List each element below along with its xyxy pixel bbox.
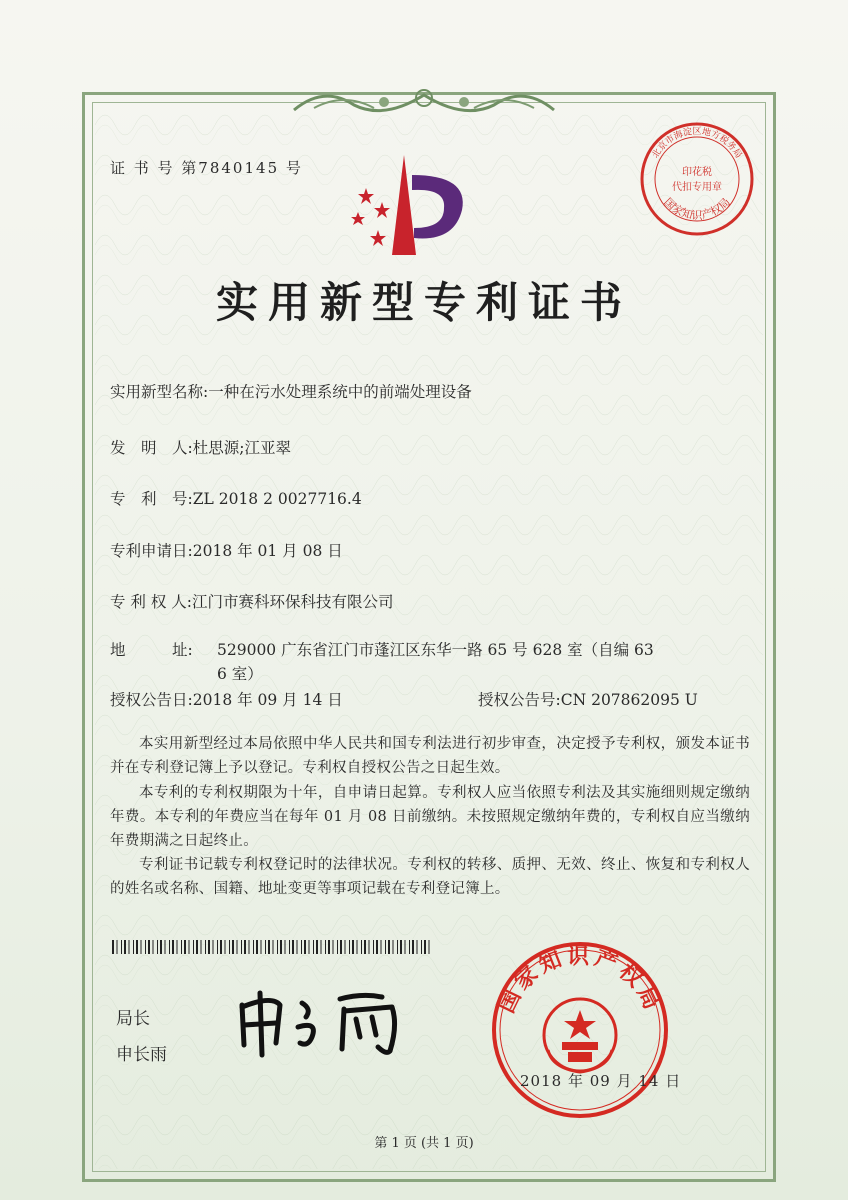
patentee-label: 专 利 权 人: (110, 593, 193, 611)
handwritten-signature (232, 985, 422, 1065)
patent-number-label: 专 利 号: (110, 490, 193, 508)
announce-date-label: 授权公告日: (110, 691, 193, 709)
announce-number-row (478, 688, 698, 712)
seal-top-ring-text: 北京市海淀区地方税务局 (650, 127, 744, 161)
announce-date-value: 2018 年 09 月 14 日 (192, 691, 343, 709)
filing-date-value: 2018 年 01 月 08 日 (192, 542, 343, 560)
seal-top-bottom-text: 国家知识产权局 (661, 195, 733, 222)
svg-text:北京市海淀区地方税务局 (649, 125, 744, 160)
page-footer: 第 1 页 (共 1 页) (374, 1136, 474, 1151)
certificate-number: 证 书 号 第7840145 号 (110, 159, 303, 177)
seal-big-text: 国家知识产权局 (494, 944, 666, 1018)
page-title: 实用新型专利证书 (215, 278, 632, 327)
announce-number-value: CN 207862095 U (560, 691, 698, 709)
cnipa-official-seal (490, 940, 670, 1120)
address-value: 529000 广东省江门市蓬江区东华一路 65 号 628 室（自编 63 6 室） (217, 641, 654, 683)
inventor-value: 杜思源;江亚翠 (192, 439, 291, 457)
utility-model-name-row (110, 380, 472, 404)
seal-date: 2018 年 09 月 14 日 (520, 1072, 682, 1090)
announce-number-label: 授权公告号: (478, 691, 561, 709)
announce-date-row (110, 688, 343, 712)
patentee-value: 江门市赛科环保科技有限公司 (192, 593, 394, 611)
tax-stamp-seal (638, 120, 756, 238)
body-paragraph-1: 本实用新型经过本局依照中华人民共和国专利法进行初步审查，决定授予专利权，颁发本证书并在专利登记簿上予以登记。专利权自授权公告之日起生效。 (110, 736, 750, 776)
utility-model-name-value: 一种在污水处理系统中的前端处理设备 (208, 383, 472, 401)
cnipa-logo-icon (344, 150, 474, 260)
patent-number-value: ZL 2018 2 0027716.4 (192, 490, 362, 508)
address-label: 地 址: (110, 641, 193, 659)
patentee-row (110, 590, 394, 614)
svg-text:国家知识产权局 (661, 196, 732, 222)
filing-date-row (110, 539, 343, 563)
body-paragraph-3: 专利证书记载专利权登记时的法律状况。专利权的转移、质押、无效、终止、恢复和专利权人的姓名或名称、国籍、地址变更等事项记载在专利登记簿上。 (110, 857, 750, 897)
director-title: 局长 (116, 1009, 150, 1029)
seal-top-center-1: 印花税 (682, 167, 712, 178)
patent-number-row (110, 487, 362, 511)
inventor-row (110, 436, 291, 460)
national-emblem-icon (544, 999, 616, 1072)
top-ornament-icon (284, 80, 564, 120)
utility-model-name-label: 实用新型名称: (110, 383, 209, 401)
barcode-icon (112, 940, 430, 954)
svg-text:国家知识产权局 (494, 944, 665, 1017)
director-name: 申长雨 (116, 1045, 167, 1065)
inventor-label: 发 明 人: (110, 439, 193, 457)
body-paragraph-2: 本专利的专利权期限为十年，自申请日起算。专利权人应当依照专利法及其实施细则规定缴纳年费。本专利的年费应当在每年 01 月 08 日前缴纳。未按照规定缴纳年费的，专利权自应当缴纳年费期满之日起终止。 (110, 785, 750, 849)
filing-date-label: 专利申请日: (110, 542, 193, 560)
seal-top-center-2: 代扣专用章 (672, 182, 722, 193)
